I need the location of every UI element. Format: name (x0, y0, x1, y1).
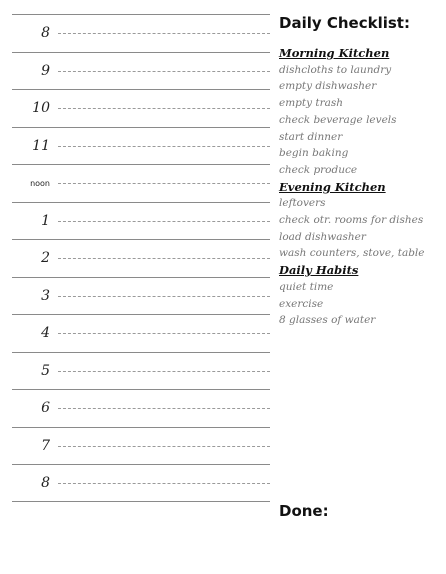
checklist-title: Daily Checklist: (279, 14, 410, 32)
hour-label: 8 (41, 474, 50, 491)
checklist-item[interactable]: load dishwasher (279, 230, 366, 243)
hour-label: 8 (41, 25, 50, 42)
writing-line (58, 333, 270, 334)
hour-label: 4 (41, 325, 50, 342)
section-evening-kitchen (279, 179, 439, 263)
hour-row[interactable] (12, 127, 270, 165)
checklist-item[interactable]: empty trash (279, 97, 344, 110)
hour-row[interactable] (12, 277, 270, 315)
checklist-item[interactable]: check otr. rooms for dishes (279, 214, 424, 227)
section-heading: Morning Kitchen (279, 46, 390, 60)
writing-line (58, 446, 270, 447)
hour-label: 11 (32, 137, 50, 154)
writing-line (58, 108, 270, 109)
hour-row[interactable] (12, 52, 270, 90)
writing-line (58, 221, 270, 222)
hour-label: 1 (41, 212, 50, 229)
writing-line (58, 296, 270, 297)
writing-line (58, 146, 270, 147)
section-heading: Evening Kitchen (279, 179, 386, 194)
hour-row[interactable] (12, 89, 270, 127)
checklist-item[interactable]: begin baking (279, 147, 349, 160)
checklist-item[interactable]: 8 glasses of water (279, 314, 376, 327)
hour-label: 6 (41, 400, 50, 417)
hour-label: 7 (41, 437, 50, 454)
hour-row[interactable] (12, 314, 270, 352)
hourly-schedule (12, 14, 270, 502)
checklist-item[interactable]: leftovers (279, 197, 326, 210)
checklist-item[interactable]: exercise (279, 297, 324, 310)
checklist-item[interactable]: quiet time (279, 280, 334, 293)
checklist-item[interactable]: wash counters, stove, table (279, 247, 425, 260)
writing-line (58, 408, 270, 409)
hour-label: 9 (41, 62, 50, 79)
daily-checklist (279, 14, 439, 329)
checklist-item[interactable]: empty dishwasher (279, 80, 377, 93)
section-morning-kitchen (279, 45, 439, 179)
section-heading: Daily Habits (279, 263, 359, 278)
writing-line (58, 183, 270, 184)
done-label: Done: (279, 502, 329, 520)
writing-line (58, 258, 270, 259)
hour-label: noon (30, 178, 50, 188)
writing-line (58, 483, 270, 484)
checklist-item[interactable]: start dinner (279, 130, 343, 143)
hour-label: 5 (41, 362, 50, 379)
checklist-item[interactable]: check produce (279, 163, 358, 176)
hour-row[interactable] (12, 164, 270, 202)
hour-row[interactable] (12, 352, 270, 390)
section-daily-habits (279, 262, 439, 329)
checklist-item[interactable]: check beverage levels (279, 113, 397, 126)
hour-row[interactable] (12, 389, 270, 427)
writing-line (58, 33, 270, 34)
writing-line (58, 71, 270, 72)
hour-label: 3 (41, 287, 50, 304)
checklist-item[interactable]: dishcloths to laundry (279, 63, 392, 76)
hour-row[interactable] (12, 202, 270, 240)
hour-row[interactable] (12, 14, 270, 52)
hour-label: 10 (32, 100, 50, 117)
hour-label: 2 (41, 250, 50, 267)
hour-row[interactable] (12, 427, 270, 465)
hour-row[interactable] (12, 239, 270, 277)
writing-line (58, 371, 270, 372)
hour-row[interactable] (12, 464, 270, 502)
